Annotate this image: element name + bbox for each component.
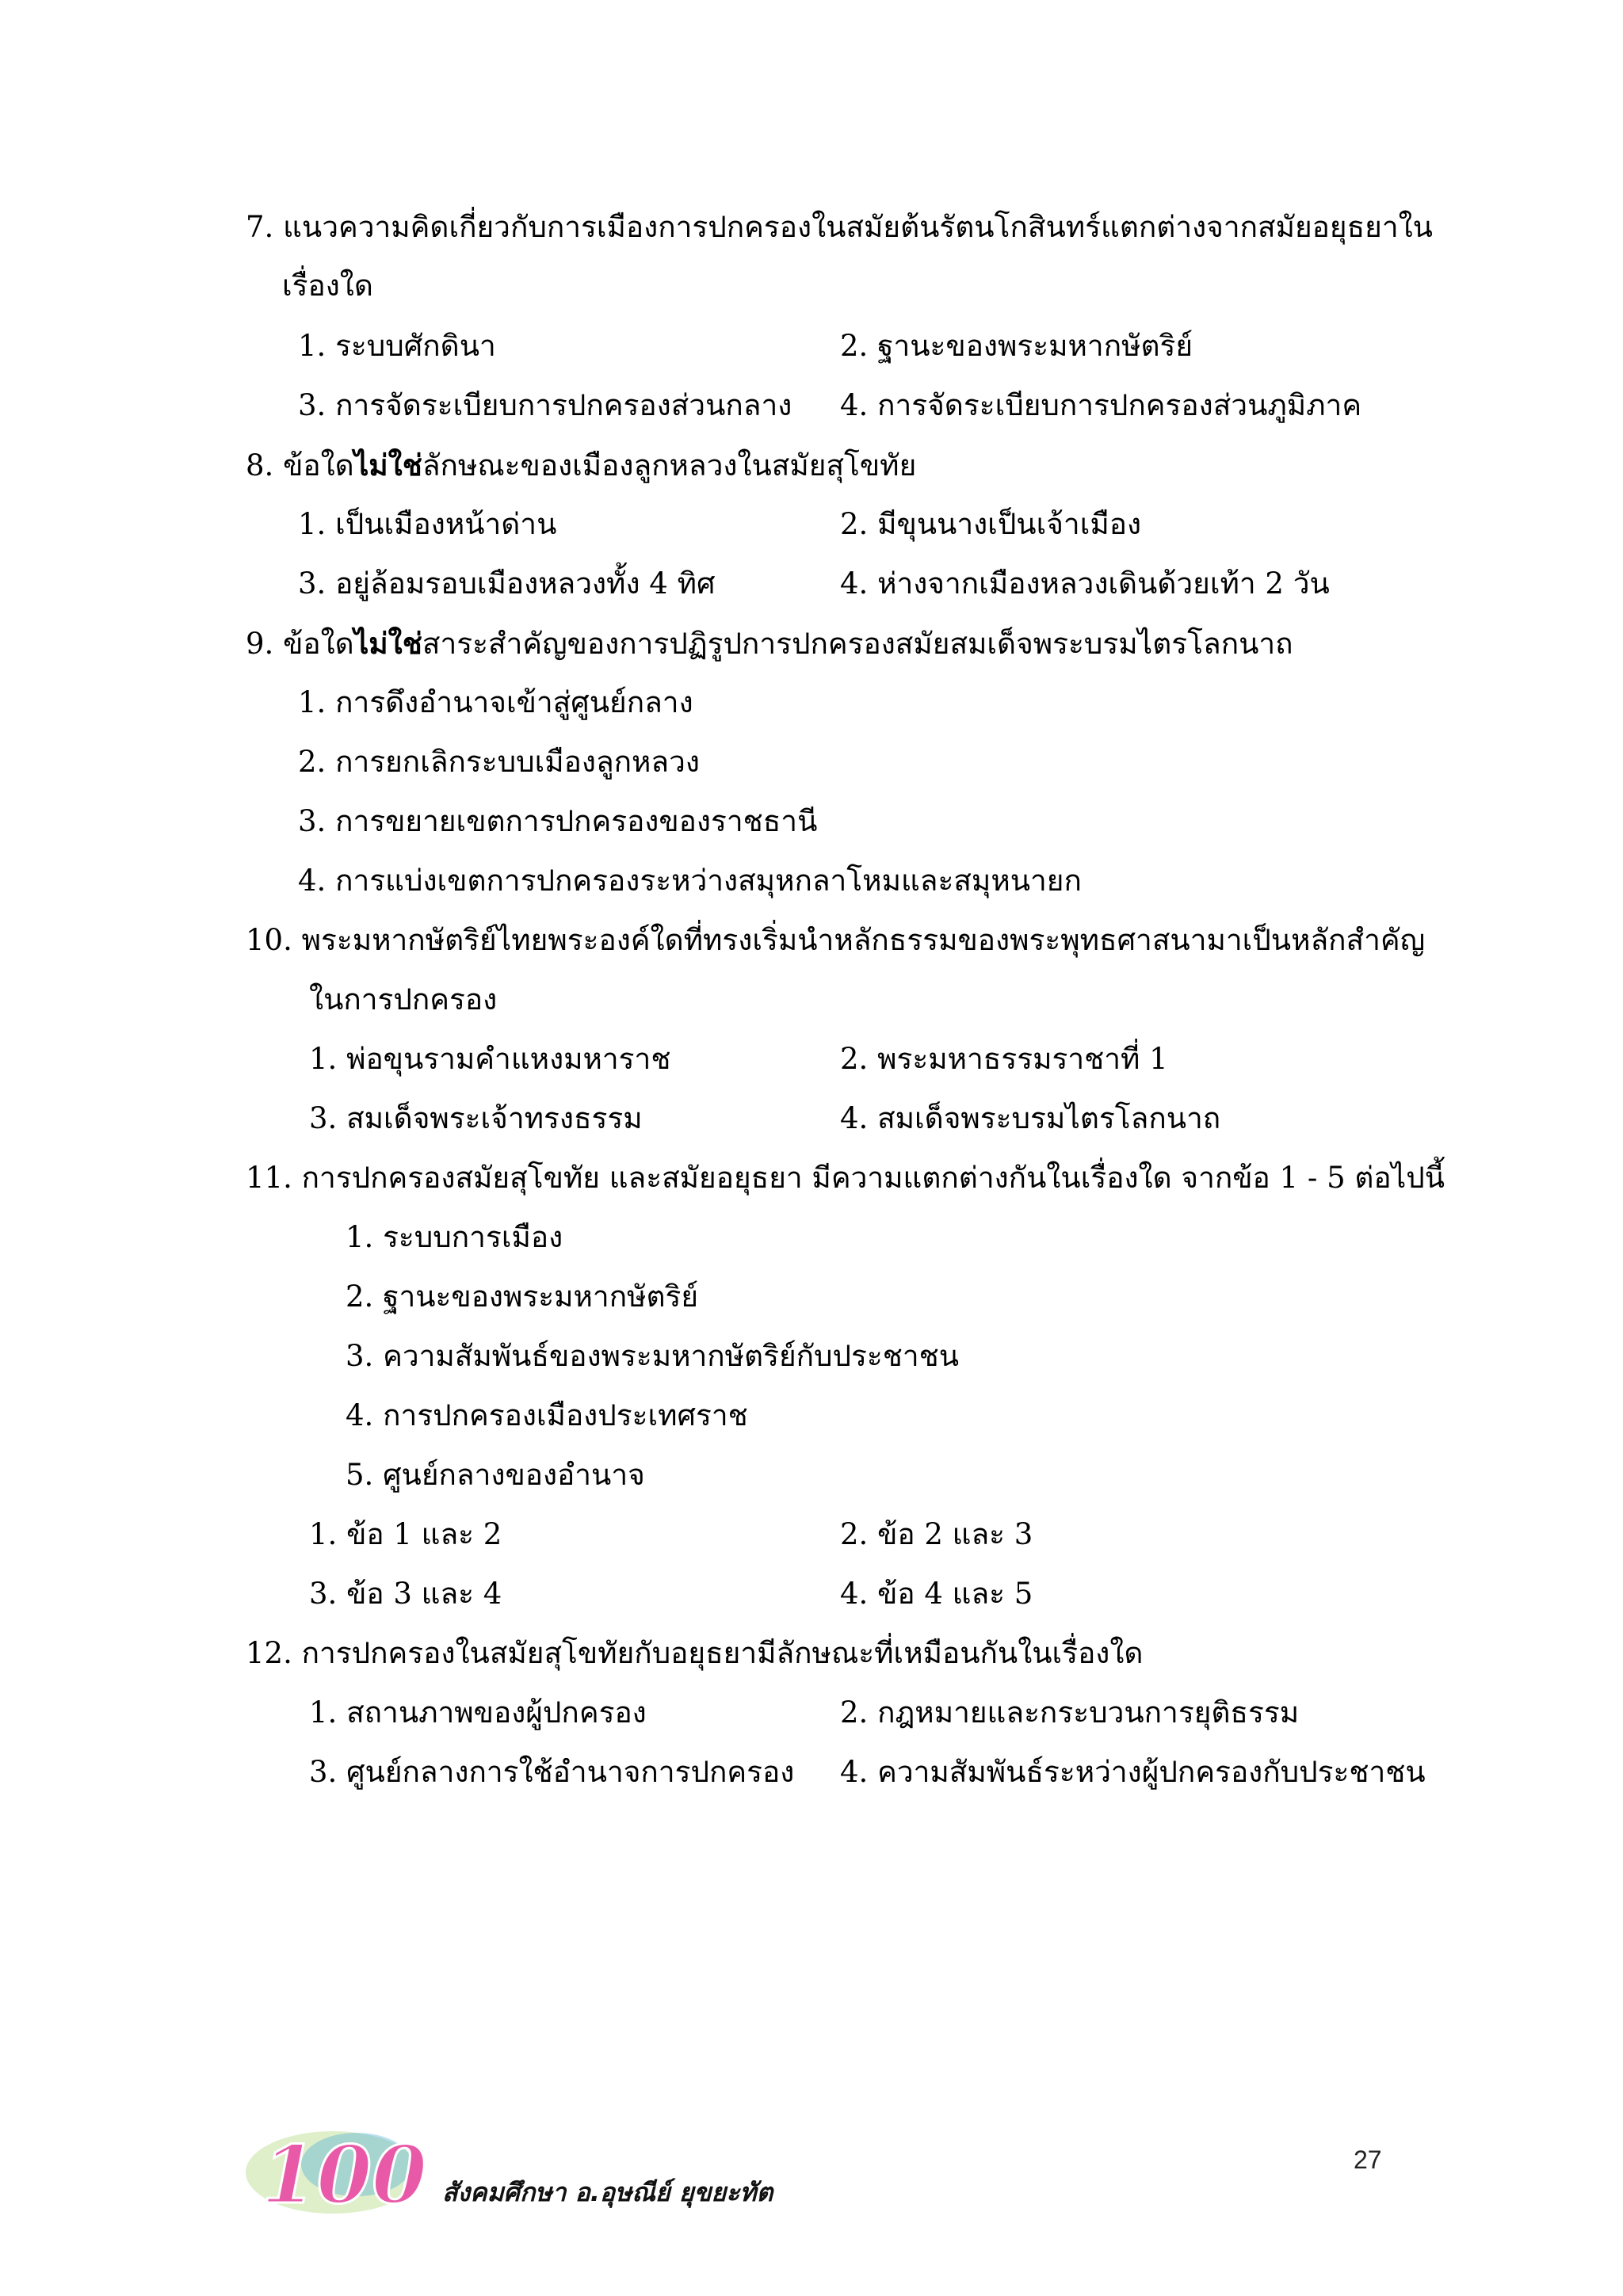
q8-option-3: 3. อยู่ล้อมรอบเมืองหลวงทั้ง 4 ทิศ — [298, 566, 716, 601]
q9-question-emphasis: ไม่ใช่ — [353, 626, 422, 661]
q7-line1: 7. แนวความคิดเกี่ยวกับการเมืองการปกครองในสมัยต้นรัตนโกสินทร์แตกต่างจากสมัยอยุธยาใน — [246, 210, 1433, 244]
q8-question-post: ลักษณะของเมืองลูกหลวงในสมัยสุโขทัย — [422, 448, 917, 482]
q11-item-3: 3. ความสัมพันธ์ของพระมหากษัตริย์กับประชาชน — [346, 1339, 960, 1373]
q7-option-4: 4. การจัดระเบียบการปกครองส่วนภูมิภาค — [840, 388, 1362, 422]
q11-option-4: 4. ข้อ 4 และ 5 — [840, 1577, 1033, 1611]
q8-option-4: 4. ห่างจากเมืองหลวงเดินด้วยเท้า 2 วัน — [840, 566, 1330, 601]
q11-option-2: 2. ข้อ 2 และ 3 — [840, 1517, 1033, 1551]
q9-option-2: 2. การยกเลิกระบบเมืองลูกหลวง — [298, 745, 700, 779]
q10-option-4: 4. สมเด็จพระบรมไตรโลกนาถ — [840, 1101, 1221, 1135]
q8-option-2: 2. มีขุนนางเป็นเจ้าเมือง — [840, 507, 1142, 541]
q9-question-pre: 9. ข้อใด — [246, 627, 354, 661]
footer-logo — [238, 2117, 428, 2220]
q12-option-1: 1. สถานภาพของผู้ปกครอง — [309, 1695, 647, 1730]
q7-line2: เรื่องใด — [282, 269, 373, 303]
q11-option-1: 1. ข้อ 1 และ 2 — [309, 1517, 502, 1551]
q8-question — [246, 445, 916, 486]
q10-option-2: 2. พระมหาธรรมราชาที่ 1 — [840, 1042, 1168, 1076]
q11-item-1: 1. ระบบการเมือง — [346, 1220, 563, 1254]
q7-option-2: 2. ฐานะของพระมหากษัตริย์ — [840, 329, 1193, 363]
q12-line1: 12. การปกครองในสมัยสุโขทัยกับอยุธยามีลักษณะที่เหมือนกันในเรื่องใด — [246, 1636, 1144, 1670]
q9-question-post: สาระสำคัญของการปฏิรูปการปกครองสมัยสมเด็จพระบรมไตรโลกนาถ — [422, 627, 1293, 661]
q12-option-2: 2. กฎหมายและกระบวนการยุติธรรม — [840, 1695, 1300, 1730]
q8-option-1: 1. เป็นเมืองหน้าด่าน — [298, 507, 557, 541]
q11-option-3: 3. ข้อ 3 และ 4 — [309, 1577, 502, 1611]
q9-option-3: 3. การขยายเขตการปกครองของราชธานี — [298, 804, 818, 838]
page-number: 27 — [1354, 2145, 1382, 2174]
q11-item-5: 5. ศูนย์กลางของอำนาจ — [346, 1458, 645, 1492]
q11-line1: 11. การปกครองสมัยสุโขทัย และสมัยอยุธยา มีความแตกต่างกันในเรื่องใด จากข้อ 1 - 5 ต่อไปนี้ — [246, 1161, 1445, 1195]
q10-option-3: 3. สมเด็จพระเจ้าทรงธรรม — [309, 1101, 643, 1135]
q12-option-3: 3. ศูนย์กลางการใช้อำนาจการปกครอง — [309, 1755, 795, 1789]
q10-line1: 10. พระมหากษัตริย์ไทยพระองค์ใดที่ทรงเริ่มนำหลักธรรมของพระพุทธศาสนามาเป็นหลักสำคัญ — [246, 923, 1426, 957]
q11-item-4: 4. การปกครองเมืองประเทศราช — [346, 1398, 748, 1432]
q8-question-pre: 8. ข้อใด — [246, 448, 354, 482]
q9-option-1: 1. การดึงอำนาจเข้าสู่ศูนย์กลาง — [298, 685, 693, 719]
q7-option-3: 3. การจัดระเบียบการปกครองส่วนกลาง — [298, 388, 792, 422]
q7-option-1: 1. ระบบศักดินา — [298, 329, 496, 363]
q9-question — [246, 624, 1293, 664]
q9-option-4: 4. การแบ่งเขตการปกครองระหว่างสมุหกลาโหมและสมุหนายก — [298, 864, 1082, 898]
q10-line2: ในการปกครอง — [309, 982, 498, 1016]
q8-question-emphasis: ไม่ใช่ — [353, 448, 422, 482]
q10-option-1: 1. พ่อขุนรามคำแหงมหาราช — [309, 1042, 671, 1076]
q11-item-2: 2. ฐานะของพระมหากษัตริย์ — [346, 1280, 699, 1314]
footer-subject: สังคมศึกษา อ.อุษณีย์ ยุขยะทัต — [442, 2177, 773, 2207]
footer-logo-text: 100 — [262, 2128, 427, 2220]
q12-option-4: 4. ความสัมพันธ์ระหว่างผู้ปกครองกับประชาชน — [840, 1755, 1426, 1789]
